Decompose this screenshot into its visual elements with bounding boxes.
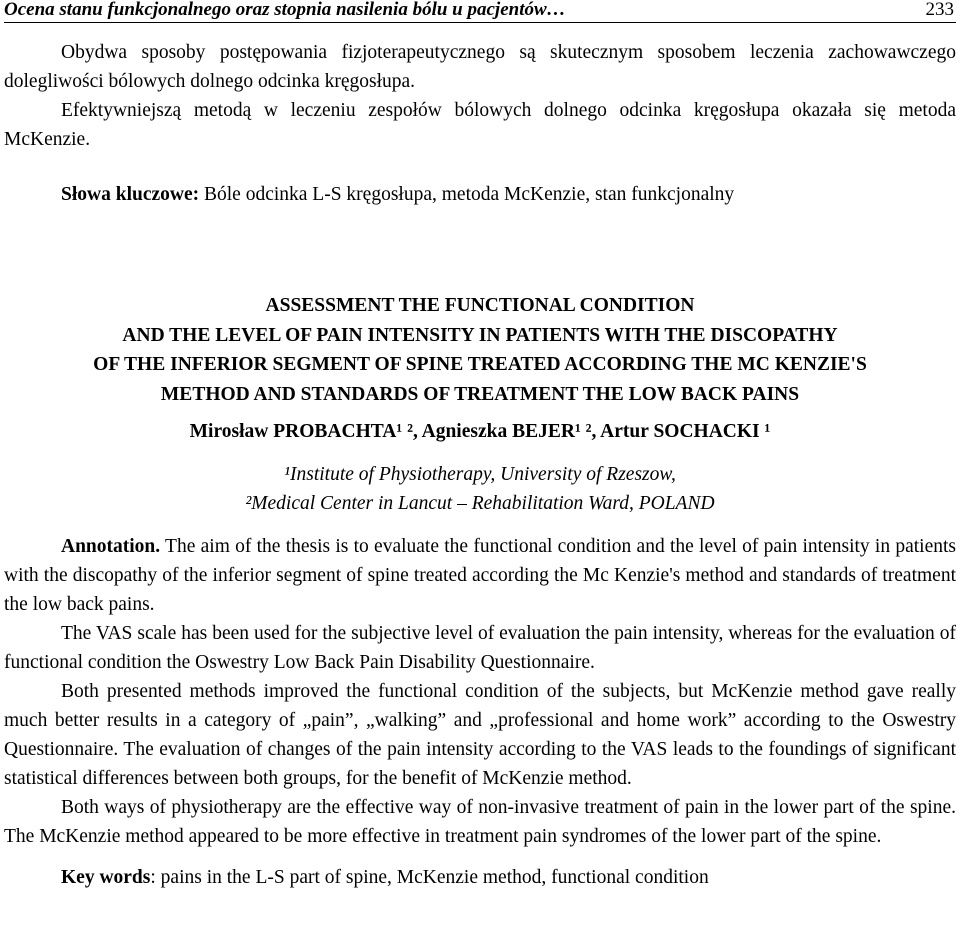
title-line: OF THE INFERIOR SEGMENT OF SPINE TREATED ACCORDING THE MC KENZIE'S (93, 354, 867, 375)
polish-keywords-label: Słowa kluczowe: (61, 184, 200, 205)
running-header (4, 0, 956, 23)
english-keywords-label: Key words (61, 867, 151, 888)
affiliation-1: ¹Institute of Physiotherapy, University of Rzeszow, (284, 464, 676, 485)
polish-conclusion-1: Obydwa sposoby postępowania fizjoterapeutycznego są skutecznym sposobem leczenia zachowawczego dolegliwości bólowych dolnego odcinka kręgosłupa. (4, 42, 956, 92)
affiliation-2: ²Medical Center in Lancut – Rehabilitation Ward, POLAND (245, 493, 715, 514)
polish-conclusion-2: Efektywniejszą metodą w leczeniu zespołów bólowych dolnego odcinka kręgosłupa okazała się metoda McKenzie. (4, 100, 956, 150)
title-line: ASSESSMENT THE FUNCTIONAL CONDITION (265, 295, 695, 316)
running-title: Ocena stanu funkcjonalnego oraz stopnia nasilenia bólu u pacjentów… (4, 0, 566, 20)
abstract-paragraph-2: The VAS scale has been used for the subjective level of evaluation the pain intensity, whereas for the evaluation of functional condition the Oswestry Low Back Pain Disability Questionnaire. (4, 623, 956, 673)
affiliations (4, 460, 956, 518)
authors: Mirosław PROBACHTA¹ ², Agnieszka BEJER¹ ², Artur SOCHACKI ¹ (189, 421, 771, 442)
polish-keywords (4, 180, 956, 209)
english-keywords (4, 863, 956, 892)
page-number: 233 (925, 0, 954, 20)
annotation-label: Annotation. (61, 536, 161, 557)
annotation-paragraph (4, 532, 956, 619)
polish-keywords-text: Bóle odcinka L-S kręgosłupa, metoda McKenzie, stan funkcjonalny (199, 184, 735, 205)
abstract-paragraph-4: Both ways of physiotherapy are the effective way of non-invasive treatment of pain in the lower part of the spine. The McKenzie method appeared to be more effective in treatment pain syndromes of the lower part of the spine. (4, 797, 956, 847)
english-title (4, 291, 956, 409)
title-line: AND THE LEVEL OF PAIN INTENSITY IN PATIENTS WITH THE DISCOPATHY (122, 324, 838, 346)
english-keywords-text: : pains in the L-S part of spine, McKenzie method, functional condition (150, 867, 709, 888)
page-content (4, 38, 956, 892)
title-line: METHOD AND STANDARDS OF TREATMENT THE LOW BACK PAINS (160, 383, 800, 405)
abstract-paragraph-3: Both presented methods improved the functional condition of the subjects, but McKenzie method gave really much better results in a category of „pain”, „walking” and „professional and home work” according to the Oswestry Questionnaire. The evaluation of changes of the pain intensity according to the VAS leads to the foundings of significant statistical differences between both groups, for the benefit of McKenzie method. (4, 681, 956, 789)
annotation-text: The aim of the thesis is to evaluate the functional condition and the level of pain intensity in patients with the discopathy of the inferior segment of spine treated according the Mc Kenzie's method and standards of treatment the low back pains. (4, 536, 956, 615)
